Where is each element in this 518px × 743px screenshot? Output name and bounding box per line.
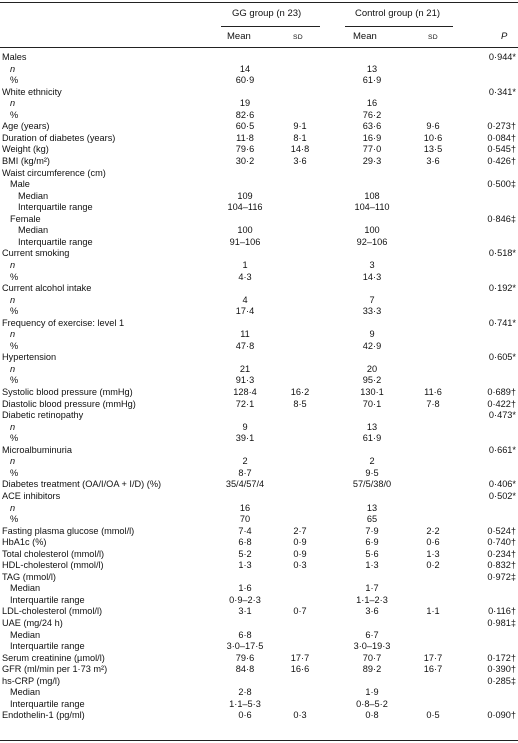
p-value: 0·846‡ bbox=[487, 213, 516, 224]
row-label: Interquartile range bbox=[10, 594, 85, 605]
gg-mean-value: 109 bbox=[237, 190, 253, 201]
control-sd-value: 9·6 bbox=[426, 121, 440, 132]
row-label: Microalbuminuria bbox=[2, 444, 72, 455]
p-value: 0·273† bbox=[487, 121, 516, 132]
control-mean-value: 70·7 bbox=[362, 652, 382, 663]
row-label: Diabetic retinopathy bbox=[2, 410, 84, 421]
control-mean-value: 5·6 bbox=[365, 548, 379, 559]
gg-sd-value: 0·3 bbox=[293, 560, 307, 571]
row-label: UAE (mg/24 h) bbox=[2, 618, 63, 628]
gg-mean-value: 100 bbox=[237, 225, 253, 236]
row-label: Interquartile range bbox=[18, 202, 93, 213]
row-label: % bbox=[10, 433, 19, 444]
gg-sd-value: 0·7 bbox=[293, 606, 307, 617]
row-label: n bbox=[10, 363, 16, 374]
row-label: Interquartile range bbox=[10, 641, 85, 652]
row-label: Female bbox=[10, 213, 41, 224]
row-label: n bbox=[10, 63, 16, 74]
row-label: n bbox=[10, 502, 16, 513]
gg-mean-value: 14 bbox=[239, 63, 251, 74]
p-value: 0·518* bbox=[488, 248, 516, 259]
row-label: Interquartile range bbox=[10, 698, 85, 709]
p-value: 0·500‡ bbox=[487, 179, 516, 190]
control-sd-value: 13·5 bbox=[423, 144, 443, 155]
gg-mean-value: 19 bbox=[239, 98, 251, 109]
control-mean-value: 61·9 bbox=[362, 75, 382, 86]
row-label: n bbox=[10, 421, 16, 432]
gg-mean-value: 17·4 bbox=[235, 306, 255, 317]
row-label: Interquartile range bbox=[18, 236, 93, 247]
control-sd-value: 1·3 bbox=[426, 548, 440, 559]
gg-mean-value: 72·1 bbox=[235, 398, 255, 409]
gg-mean-value: 0·6 bbox=[238, 710, 252, 721]
p-value: 0·192* bbox=[488, 283, 516, 293]
gg-mean-value: 16 bbox=[239, 502, 251, 513]
control-mean-value: 57/5/38/0 bbox=[352, 479, 392, 490]
gg-mean-value: 6·8 bbox=[238, 629, 252, 640]
control-mean-value: 16 bbox=[366, 98, 378, 109]
p-value: 0·473* bbox=[488, 410, 516, 421]
row-label: Median bbox=[10, 629, 41, 640]
gg-mean-value: 91–106 bbox=[229, 236, 261, 247]
row-label: n bbox=[10, 329, 16, 340]
row-label: Frequency of exercise: level 1 bbox=[2, 317, 125, 328]
gg-mean-value: 11·8 bbox=[236, 132, 254, 143]
header-sd-gg: SD bbox=[293, 34, 303, 41]
gg-mean-value: 30·2 bbox=[235, 155, 255, 166]
control-sd-value: 0·2 bbox=[426, 560, 440, 571]
row-label: HbA1c (%) bbox=[2, 537, 47, 548]
row-label: Median bbox=[10, 687, 41, 698]
control-mean-value: 33·3 bbox=[362, 306, 382, 317]
gg-sd-value: 3·6 bbox=[293, 155, 307, 166]
p-value: 0·234† bbox=[487, 548, 516, 559]
row-label: % bbox=[10, 467, 19, 478]
gg-mean-value: 70 bbox=[239, 514, 251, 524]
control-mean-value: 108 bbox=[364, 190, 380, 201]
gg-mean-value: 60·9 bbox=[235, 75, 255, 86]
p-value: 0·944* bbox=[488, 52, 516, 62]
gg-sd-value: 0·3 bbox=[293, 710, 307, 721]
control-mean-value: 20 bbox=[366, 363, 378, 374]
control-mean-value: 16·9 bbox=[362, 132, 382, 143]
p-value: 0·545† bbox=[487, 144, 516, 155]
gg-mean-value: 104–116 bbox=[227, 202, 263, 213]
p-value: 0·689† bbox=[487, 387, 516, 397]
p-value: 0·605* bbox=[488, 352, 516, 363]
control-mean-value: 1·3 bbox=[365, 560, 379, 571]
gg-mean-value: 11 bbox=[240, 329, 250, 340]
row-label: Age (years) bbox=[2, 121, 50, 132]
row-label: Median bbox=[18, 225, 49, 236]
p-value: 0·172† bbox=[487, 652, 516, 663]
row-label: n bbox=[10, 456, 16, 467]
control-mean-value: 2 bbox=[369, 456, 375, 467]
row-label: LDL-cholesterol (mmol/l) bbox=[2, 606, 103, 617]
row-label: n bbox=[10, 98, 16, 109]
gg-mean-value: 91·3 bbox=[235, 375, 255, 386]
p-value: 0·390† bbox=[487, 664, 516, 675]
control-mean-value: 7·9 bbox=[365, 525, 379, 536]
row-label: HDL-cholesterol (mmol/l) bbox=[2, 560, 104, 571]
header-p-value: P bbox=[501, 31, 508, 42]
control-sd-value: 11·6 bbox=[424, 387, 442, 397]
p-value: 0·972‡ bbox=[487, 571, 516, 582]
control-mean-value: 100 bbox=[364, 225, 380, 236]
row-label: n bbox=[10, 259, 16, 270]
p-value: 0·084† bbox=[487, 132, 516, 143]
gg-mean-value: 3·0–17·5 bbox=[226, 641, 264, 652]
gg-mean-value: 5·2 bbox=[238, 548, 252, 559]
p-value: 0·090† bbox=[487, 710, 516, 721]
row-label: Diastolic blood pressure (mmHg) bbox=[2, 398, 136, 409]
gg-sd-value: 0·9 bbox=[293, 537, 307, 548]
gg-sd-value: 16·6 bbox=[290, 664, 310, 675]
gg-mean-value: 4·3 bbox=[238, 271, 252, 282]
control-mean-value: 77·0 bbox=[362, 144, 382, 155]
gg-mean-value: 0·9–2·3 bbox=[229, 594, 261, 605]
p-value: 0·422† bbox=[487, 398, 516, 409]
control-mean-value: 29·3 bbox=[362, 155, 382, 166]
row-label: Total cholesterol (mmol/l) bbox=[2, 548, 105, 559]
gg-mean-value: 60·5 bbox=[235, 121, 255, 132]
gg-sd-value: 14·8 bbox=[290, 144, 310, 155]
p-value: 0·285‡ bbox=[487, 675, 516, 686]
control-sd-value: 7·8 bbox=[426, 398, 440, 409]
row-label: ACE inhibitors bbox=[2, 490, 61, 501]
control-mean-value: 63·6 bbox=[362, 121, 382, 132]
p-value: 0·426† bbox=[487, 155, 516, 166]
p-value: 0·740† bbox=[487, 537, 516, 548]
control-mean-value: 89·2 bbox=[362, 664, 382, 675]
gg-mean-value: 84·8 bbox=[235, 664, 255, 675]
gg-mean-value: 1 bbox=[242, 259, 248, 270]
row-label: Weight (kg) bbox=[2, 144, 49, 155]
p-value: 0·524† bbox=[487, 525, 516, 536]
control-mean-value: 13 bbox=[366, 502, 378, 513]
row-label: Current alcohol intake bbox=[2, 283, 92, 293]
control-mean-value: 13 bbox=[366, 63, 378, 74]
p-value: 0·832† bbox=[487, 560, 516, 571]
row-label: GFR (ml/min per 1·73 m²) bbox=[2, 664, 108, 675]
gg-mean-value: 4 bbox=[242, 294, 248, 305]
gg-sd-value: 9·1 bbox=[293, 121, 307, 132]
row-label: Median bbox=[10, 583, 41, 594]
row-label: % bbox=[10, 375, 19, 386]
control-mean-value: 1·1–2·3 bbox=[356, 594, 388, 605]
gg-mean-value: 21 bbox=[239, 363, 251, 374]
row-label: BMI (kg/m²) bbox=[2, 155, 50, 166]
control-mean-value: 3·0–19·3 bbox=[353, 641, 391, 652]
control-sd-value: 3·6 bbox=[426, 155, 440, 166]
gg-mean-value: 8·7 bbox=[238, 467, 252, 478]
gg-mean-value: 1·3 bbox=[238, 560, 252, 571]
p-value: 0·116† bbox=[488, 606, 516, 617]
gg-mean-value: 79·6 bbox=[235, 144, 255, 155]
p-value: 0·502* bbox=[488, 490, 516, 501]
row-label: % bbox=[10, 75, 19, 86]
gg-mean-value: 47·8 bbox=[235, 340, 255, 351]
control-mean-value: 9 bbox=[369, 329, 375, 340]
row-label: Systolic blood pressure (mmHg) bbox=[2, 387, 133, 397]
control-mean-value: 7 bbox=[369, 294, 375, 305]
row-label: % bbox=[10, 514, 19, 524]
control-sd-value: 0·5 bbox=[426, 710, 440, 721]
row-label: % bbox=[10, 271, 19, 282]
row-label: TAG (mmol/l) bbox=[2, 571, 56, 582]
gg-mean-value: 82·6 bbox=[235, 109, 255, 120]
gg-sd-value: 8·5 bbox=[293, 398, 307, 409]
control-mean-value: 0·8–5·2 bbox=[356, 698, 388, 709]
gg-sd-value: 0·9 bbox=[293, 548, 307, 559]
header-sd-control: SD bbox=[428, 34, 438, 41]
gg-mean-value: 2·8 bbox=[238, 687, 252, 698]
row-label: Serum creatinine (µmol/l) bbox=[2, 652, 105, 663]
control-mean-value: 70·1 bbox=[362, 398, 382, 409]
p-value: 0·661* bbox=[488, 444, 516, 455]
control-mean-value: 9·5 bbox=[365, 467, 379, 478]
control-mean-value: 0·8 bbox=[365, 710, 379, 721]
control-mean-value: 95·2 bbox=[362, 375, 382, 386]
row-label: Male bbox=[10, 179, 30, 190]
gg-mean-value: 2 bbox=[242, 456, 248, 467]
control-mean-value: 76·2 bbox=[362, 109, 382, 120]
control-sd-value: 2·2 bbox=[426, 525, 440, 536]
control-mean-value: 130·1 bbox=[360, 387, 384, 397]
control-sd-value: 16·7 bbox=[423, 664, 443, 675]
control-sd-value: 10·6 bbox=[423, 132, 443, 143]
p-value: 0·406* bbox=[488, 479, 516, 490]
row-label: Endothelin-1 (pg/ml) bbox=[2, 710, 85, 721]
row-label: Diabetes treatment (OA/I/OA + I/D) (%) bbox=[2, 479, 162, 490]
row-label: Hypertension bbox=[2, 352, 57, 363]
p-value: 0·981‡ bbox=[487, 618, 516, 628]
gg-sd-value: 8·1 bbox=[293, 132, 307, 143]
header-gg-group: GG group (n 23) bbox=[232, 8, 302, 19]
p-value: 0·341* bbox=[488, 86, 516, 97]
row-label: White ethnicity bbox=[2, 86, 62, 97]
control-sd-value: 17·7 bbox=[423, 652, 443, 663]
row-label: Median bbox=[18, 190, 49, 201]
control-mean-value: 104–110 bbox=[354, 202, 390, 213]
gg-mean-value: 6·8 bbox=[238, 537, 252, 548]
row-label: n bbox=[10, 294, 16, 305]
control-mean-value: 61·9 bbox=[362, 433, 382, 444]
gg-sd-value: 17·7 bbox=[290, 652, 310, 663]
gg-mean-value: 9 bbox=[242, 421, 248, 432]
row-label: Current smoking bbox=[2, 248, 70, 259]
row-label: Fasting plasma glucose (mmol/l) bbox=[2, 525, 135, 536]
gg-mean-value: 3·1 bbox=[238, 606, 252, 617]
gg-mean-value: 1·6 bbox=[238, 583, 252, 594]
gg-mean-value: 39·1 bbox=[235, 433, 255, 444]
row-label: % bbox=[10, 109, 19, 120]
control-mean-value: 6·7 bbox=[365, 629, 379, 640]
bottom-rule bbox=[0, 740, 518, 741]
gg-mean-value: 35/4/57/4 bbox=[225, 479, 265, 490]
control-mean-value: 14·3 bbox=[362, 271, 382, 282]
control-mean-value: 92–106 bbox=[356, 236, 388, 247]
control-mean-value: 42·9 bbox=[362, 340, 382, 351]
control-mean-value: 13 bbox=[366, 421, 378, 432]
header-mean-control: Mean bbox=[353, 31, 377, 42]
control-mean-value: 3·6 bbox=[365, 606, 379, 617]
row-label: hs-CRP (mg/l) bbox=[2, 675, 61, 686]
control-mean-value: 6·9 bbox=[365, 537, 379, 548]
header-control-group: Control group (n 21) bbox=[355, 8, 441, 19]
row-label: % bbox=[10, 306, 19, 317]
row-label: % bbox=[10, 340, 19, 351]
gg-sd-value: 16·2 bbox=[290, 387, 310, 397]
control-mean-value: 65 bbox=[366, 514, 378, 524]
row-label: Males bbox=[2, 52, 27, 62]
gg-mean-value: 79·6 bbox=[235, 652, 255, 663]
control-mean-value: 3 bbox=[369, 259, 375, 270]
gg-mean-value: 7·4 bbox=[238, 525, 252, 536]
control-mean-value: 1·7 bbox=[365, 583, 379, 594]
control-sd-value: 1·1 bbox=[426, 606, 440, 617]
gg-mean-value: 128·4 bbox=[233, 387, 257, 397]
control-mean-value: 1·9 bbox=[365, 687, 379, 698]
header-mean-gg: Mean bbox=[227, 31, 251, 42]
control-sd-value: 0·6 bbox=[426, 537, 440, 548]
row-label: Duration of diabetes (years) bbox=[2, 132, 116, 143]
p-value: 0·741* bbox=[488, 317, 516, 328]
gg-sd-value: 2·7 bbox=[293, 525, 307, 536]
row-label: Waist circumference (cm) bbox=[2, 167, 106, 178]
gg-mean-value: 1·1–5·3 bbox=[229, 698, 261, 709]
